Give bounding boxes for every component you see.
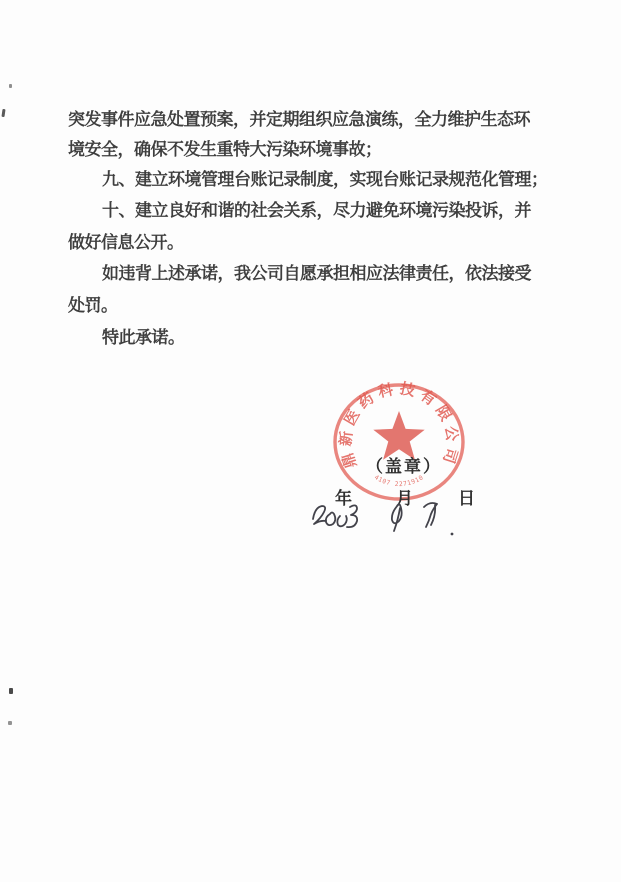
body-line-2: 境安全，确保不发生重特大污染环境事故； (68, 140, 382, 159)
body-line-3: 九、建立环境管理台账记录制度，实现台账记录规范化管理； (102, 170, 548, 189)
scan-speck (1, 109, 5, 117)
body-line-1: 突发事件应急处置预案，并定期组织应急演练，全力维护生态环 (68, 110, 530, 129)
scan-speck (9, 84, 12, 88)
handwritten-date (295, 495, 475, 545)
seal-registration-digits: 4107 2271910 (372, 474, 426, 489)
body-line-4: 十、建立良好和谐的社会关系，尽力避免环境污染投诉，并 (102, 201, 531, 220)
handwritten-year-squiggle (313, 505, 357, 527)
year-label: 年 (335, 489, 352, 508)
handwritten-day-squiggle (424, 503, 437, 527)
handwritten-period-dot (451, 533, 454, 536)
body-line-5: 做好信息公开。 (68, 233, 184, 252)
body-line-7: 处罚。 (68, 296, 118, 315)
month-label: 月 (396, 489, 413, 508)
scan-speck (8, 721, 12, 725)
handwritten-month-squiggle (392, 504, 402, 531)
seal-company-name: 鼎新医药科技有限公司 (337, 380, 461, 471)
scan-speck (9, 688, 13, 694)
body-line-8: 特此承诺。 (102, 328, 185, 347)
day-label: 日 (458, 489, 475, 508)
body-line-6: 如违背上述承诺，我公司自愿承担相应法律责任，依法接受 (102, 264, 531, 283)
stamp-caption: （盖章） (366, 457, 442, 476)
